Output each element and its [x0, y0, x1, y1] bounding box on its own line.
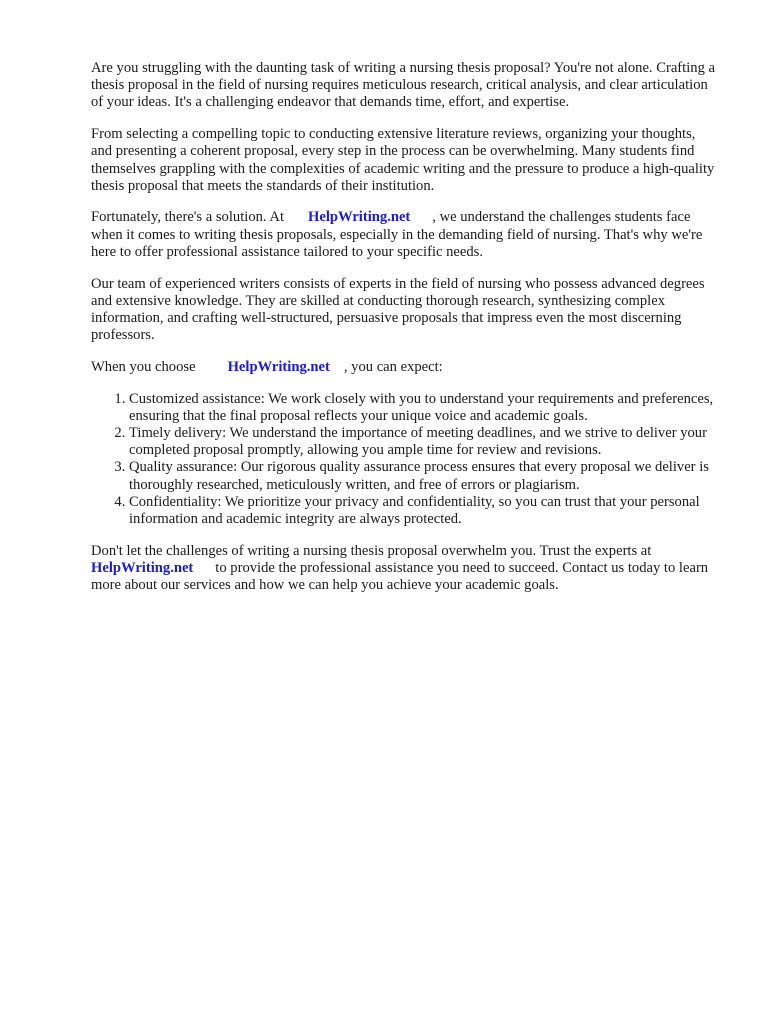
list-item: 2. Timely delivery: We understand the importance of meeting deadlines, and we strive to deliver your completed proposal promptly, allowing you ample time for review and revisions.: [129, 425, 719, 459]
closing-paragraph: [91, 543, 719, 595]
expect-text-start: When you choose: [91, 358, 196, 375]
helpwriting-link[interactable]: HelpWriting.net: [91, 559, 194, 576]
closing-text-end: to provide the professional assistance you need to succeed. Contact us today to learn more about our services and how we can help you achieve your academic goals.: [91, 559, 709, 594]
intro-paragraph: Are you struggling with the daunting task of writing a nursing thesis proposal? You're not alone. Crafting a thesis proposal in the field of nursing requires meticulous research, critical analysis, and clear articulation of your ideas. It's a challenging endeavor that demands time, effort, and expertise.: [91, 60, 715, 111]
solution-text-start: Fortunately, there's a solution. At: [91, 209, 284, 226]
list-item: 3. Quality assurance: Our rigorous quality assurance process ensures that every proposal we deliver is thoroughly researched, meticulously written, and free of errors or plagiarism.: [129, 459, 719, 493]
helpwriting-link[interactable]: HelpWriting.net: [227, 358, 330, 375]
helpwriting-link[interactable]: HelpWriting.net: [308, 209, 411, 226]
document-page: [91, 60, 719, 609]
expect-text-end: , you can expect:: [343, 358, 443, 375]
benefits-list: [91, 391, 719, 529]
expect-paragraph: [91, 359, 719, 376]
solution-text-end: , we understand the challenges students face when it comes to writing thesis proposals, especially in the demanding field of nursing. That's why we're here to offer professional assistance tailored to your specific needs.: [91, 209, 703, 260]
solution-paragraph: [91, 209, 719, 261]
list-item: 1. Customized assistance: We work closely with you to understand your requirements and preferences, ensuring that the final proposal reflects your unique voice and academic goals.: [129, 391, 719, 425]
team-paragraph: Our team of experienced writers consists of experts in the field of nursing who possess advanced degrees and extensive knowledge. They are skilled at conducting thorough research, synthesizing complex information, and crafting well-structured, persuasive proposals that impress even the most discerning professors.: [91, 275, 705, 344]
challenges-paragraph: From selecting a compelling topic to conducting extensive literature reviews, organizing your thoughts, and presenting a coherent proposal, every step in the process can be overwhelming. Many students find themselves grappling with the complexities of academic writing and the pressure to produce a high-quality thesis proposal that meets the standards of their institution.: [91, 126, 715, 194]
list-item: 4. Confidentiality: We prioritize your privacy and confidentiality, so you can trust that your personal information and academic integrity are always protected.: [129, 494, 719, 528]
closing-text-start: Don't let the challenges of writing a nursing thesis proposal overwhelm you. Trust the experts at: [91, 542, 652, 559]
